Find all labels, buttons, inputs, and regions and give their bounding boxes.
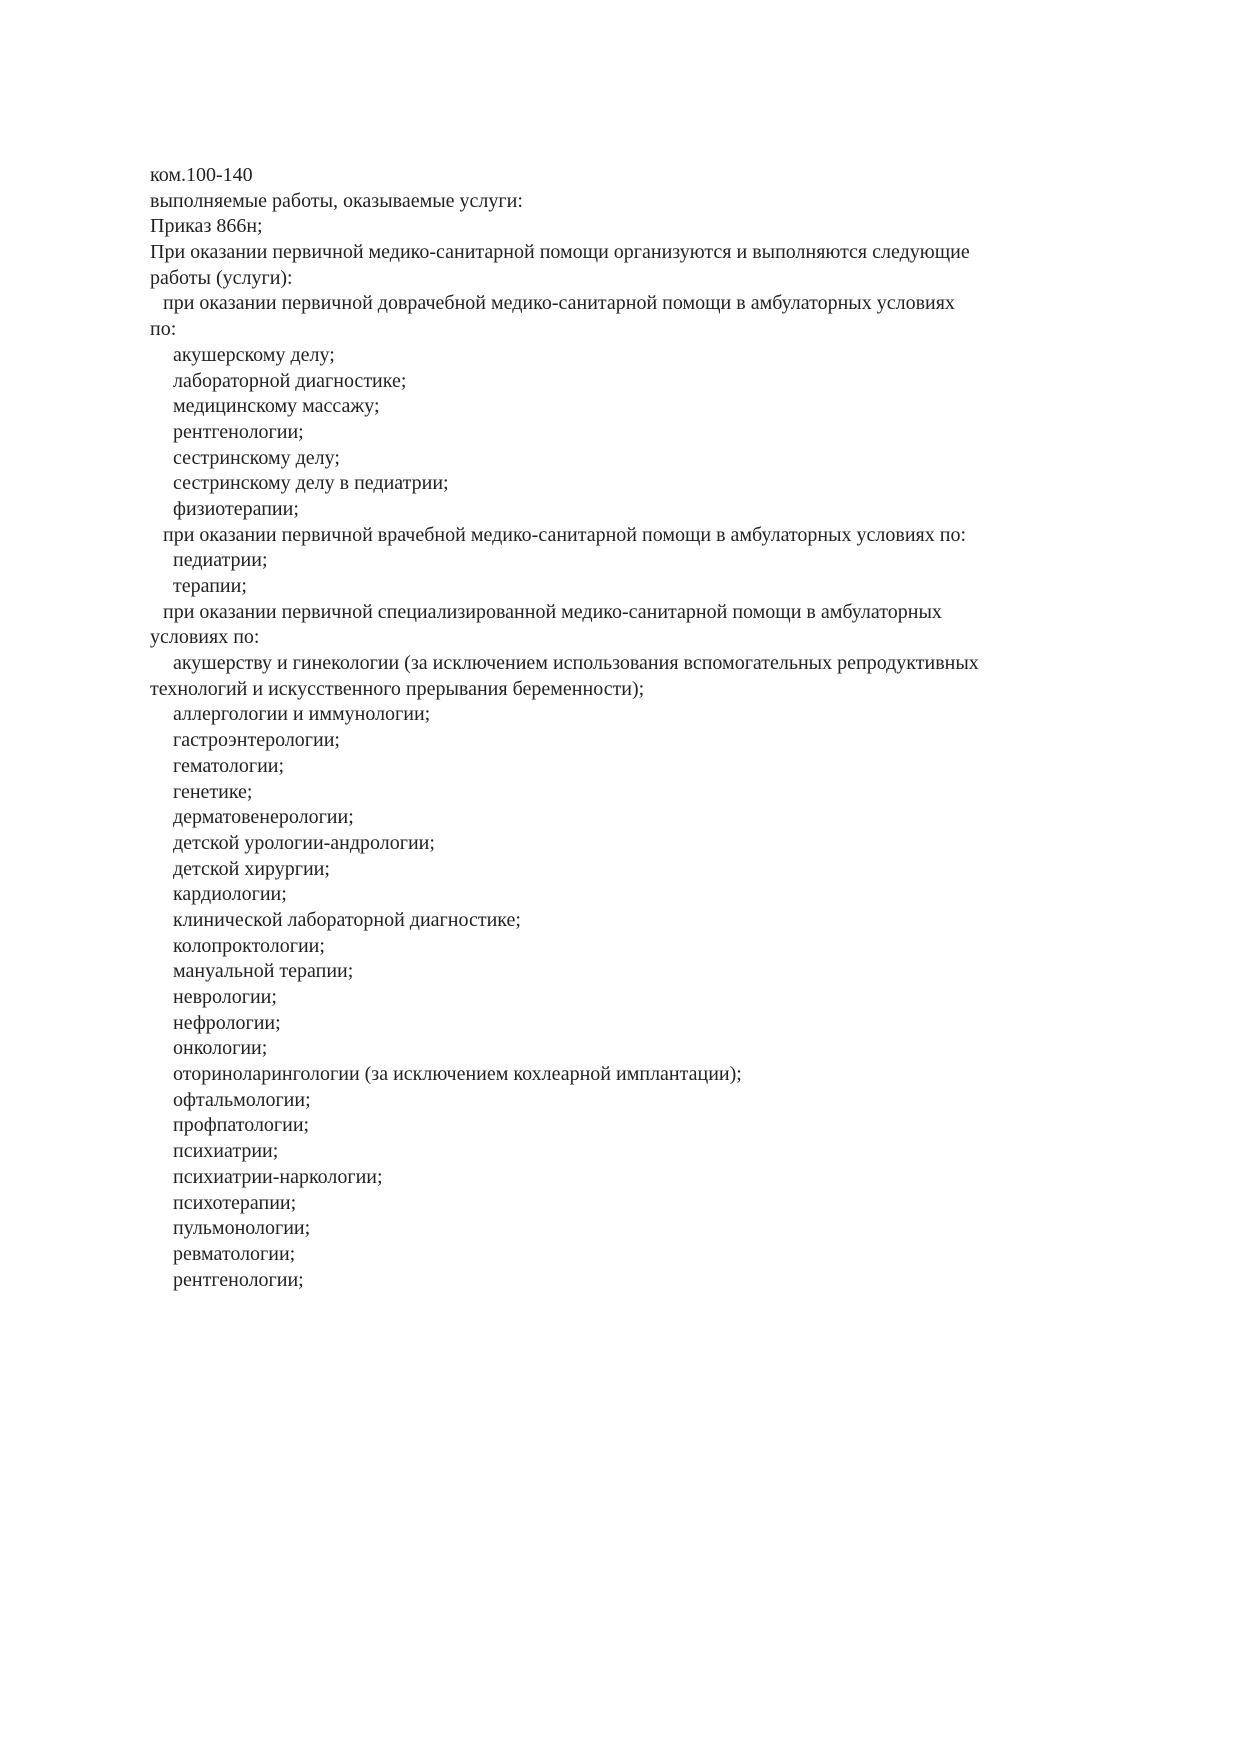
section-heading-cont: условиях по: [150,626,260,649]
list-item: колопроктологии; [173,934,325,957]
list-item: физиотерапии; [173,497,299,520]
list-item: терапии; [173,575,247,597]
list-item-cont: технологий и искусственного прерывания беременности); [150,677,645,700]
list-item: дерматовенерологии; [173,806,354,829]
header-code: ком.100-140 [150,164,253,186]
list-item: пульмонологии; [173,1217,311,1240]
list-item: акушерскому делу; [173,343,335,366]
list-item: кардиологии; [173,883,287,906]
list-item: акушерству и гинекологии (за исключением использования вспомогательных репродуктивных [173,652,979,675]
list-item: офтальмологии; [173,1088,311,1111]
list-item: гематологии; [173,754,285,777]
list-item: рентгенологии; [173,1268,304,1291]
section3-list [150,702,1150,1293]
list-item: рентгенологии; [173,420,304,443]
list-item: аллергологии и иммунологии; [173,703,431,726]
list-item: неврологии; [173,986,277,1008]
list-item: нефрологии; [173,1011,281,1034]
list-item: профпатологии; [173,1114,310,1137]
list-item: ревматологии; [173,1242,296,1265]
list-item: мануальной терапии; [173,960,354,983]
list-item: детской урологии-андрологии; [173,831,435,854]
list-item: психиатрии-наркологии; [173,1165,383,1188]
list-item: генетике; [173,780,253,803]
section-heading-cont: по: [150,318,177,341]
list-item: лабораторной диагностике; [173,369,407,392]
list-item: психотерапии; [173,1191,297,1214]
list-item: детской хирургии; [173,857,330,880]
section2-list [150,548,1150,599]
list-item: онкологии; [173,1037,268,1060]
subtitle: выполняемые работы, оказываемые услуги: [150,189,523,212]
section-heading: при оказании первичной специализированной медико-санитарной помощи в амбулаторных [163,600,942,623]
list-item: сестринскому делу в педиатрии; [173,472,449,495]
list-item: медицинскому массажу; [173,395,380,418]
document-page [150,163,1150,1293]
list-item: оториноларингологии (за исключением кохлеарной имплантации); [173,1063,742,1086]
list-item: клинической лабораторной диагностике; [173,908,521,931]
list-item: педиатрии; [173,549,268,572]
order-reference: Приказ 866н; [150,215,263,238]
list-item: гастроэнтерологии; [173,729,340,752]
section-heading: при оказании первичной доврачебной медико-санитарной помощи в амбулаторных условиях [163,292,955,315]
intro-text: При оказании первичной медико-санитарной помощи организуются и выполняются следующие [150,241,970,264]
section-heading: при оказании первичной врачебной медико-санитарной помощи в амбулаторных условиях по: [163,523,967,546]
list-item: сестринскому делу; [173,446,340,469]
list-item: психиатрии; [173,1140,279,1163]
section1-list [150,343,1150,523]
intro-text-cont: работы (услуги): [150,266,293,289]
